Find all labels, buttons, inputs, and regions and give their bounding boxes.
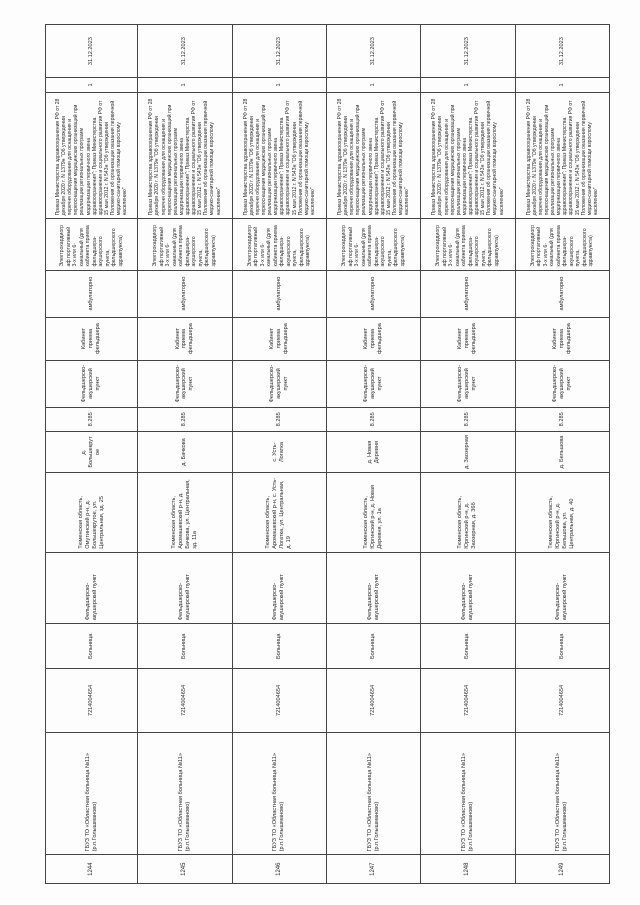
subdivision-type: Фельдшерско-акушерский пункт <box>421 360 515 407</box>
subdivision-address: Тюменская область, Юргинский р-н, д. Бельшова, ул. Центральная, д. 40 <box>515 472 609 552</box>
organization-name: ГБУЗ ТО «Областная больница №11» (р.п.Голышманово) <box>326 732 420 855</box>
organization-type: Больница <box>138 624 232 669</box>
equipment-table <box>45 24 610 884</box>
subdivision-type: Фельдшерско-акушерский пункт <box>232 360 326 407</box>
organization-inn: 7214004654 <box>46 669 138 732</box>
deadline-date: 31.12.2023 <box>326 25 420 78</box>
regulatory-documents: Приказ Министерства здравоохранения РФ от 28 декабря 2020 г. N 1379н "Об утверждении перечня оборудования для оснащения и переоснащения медицинских организаций при реализации региональных программ модернизации первичного звена здравоохранения"; Приказ Министерства здравоохранения и социального развития РФ от 15 мая 2012 г. N 543н "Об утверждении Положения об организации оказания первичной медико-санитарной помощи взрослому населению" <box>326 92 420 219</box>
deadline-date: 31.12.2023 <box>138 25 232 78</box>
organization-name: ГБУЗ ТО «Областная больница №11» (р.п.Голышманово) <box>138 732 232 855</box>
regulatory-documents: Приказ Министерства здравоохранения РФ от 28 декабря 2020 г. N 1379н "Об утверждении перечня оборудования для оснащения и переоснащения медицинских организаций при реализации региональных программ модернизации первичного звена здравоохранения"; Приказ Министерства здравоохранения и социального развития РФ от 15 мая 2012 г. N 543н "Об утверждении Положения об организации оказания первичной медико-санитарной помощи взрослому населению" <box>232 92 326 219</box>
room-name: Кабинет приема фельдшера <box>46 317 138 360</box>
subdivision-type: Фельдшерско-акушерский пункт <box>326 360 420 407</box>
room-name: Кабинет приема фельдшера <box>326 317 420 360</box>
organization-inn: 7214004654 <box>515 669 609 732</box>
subdivision-name: Фельдшерско-акушерский пункт <box>421 552 515 624</box>
organization-name: ГБУЗ ТО «Областная больница №11» (р.п.Голышманово) <box>421 732 515 855</box>
code-cell: 8.285 <box>421 407 515 432</box>
table-row <box>326 25 420 884</box>
care-condition: амбулаторно <box>515 270 609 317</box>
row-number: 1249 <box>515 855 609 884</box>
row-number: 1245 <box>138 855 232 884</box>
subdivision-address: Тюменская область, Аромашевский р-н, д. Бачкова, ул. Центральная, зд. 11а <box>138 472 232 552</box>
subdivision-address: Тюменская область, Аромашевский р-н, с. Усть-Логатка, ул. Центральная, д. 19 <box>232 472 326 552</box>
room-name: Кабинет приема фельдшера <box>232 317 326 360</box>
subdivision-name: Фельдшерско-акушерский пункт <box>46 552 138 624</box>
equipment-quantity: 1 <box>326 78 420 92</box>
equipment-name: Электрокардиограф портативный 3-х или 6-канальный (для кабинета приема фельдшера-акушерского пункта, фельдшерского здравпункта) <box>421 219 515 270</box>
organization-name: ГБУЗ ТО «Областная больница №11» (р.п.Голышманово) <box>515 732 609 855</box>
organization-type: Больница <box>46 624 138 669</box>
care-condition: амбулаторно <box>232 270 326 317</box>
row-number: 1244 <box>46 855 138 884</box>
regulatory-documents: Приказ Министерства здравоохранения РФ от 28 декабря 2020 г. N 1379н "Об утверждении перечня оборудования для оснащения и переоснащения медицинских организаций при реализации региональных программ модернизации первичного звена здравоохранения"; Приказ Министерства здравоохранения и социального развития РФ от 15 мая 2012 г. N 543н "Об утверждении Положения об организации оказания первичной медико-санитарной помощи взрослому населению" <box>421 92 515 219</box>
table-row <box>515 25 609 884</box>
regulatory-documents: Приказ Министерства здравоохранения РФ от 28 декабря 2020 г. N 1379н "Об утверждении перечня оборудования для оснащения и переоснащения медицинских организаций при реализации региональных программ модернизации первичного звена здравоохранения"; Приказ Министерства здравоохранения и социального развития РФ от 15 мая 2012 г. N 543н "Об утверждении Положения об организации оказания первичной медико-санитарной помощи взрослому населению" <box>46 92 138 219</box>
room-name: Кабинет приема фельдшера <box>138 317 232 360</box>
code-cell: 8.285 <box>515 407 609 432</box>
subdivision-type: Фельдшерско-акушерский пункт <box>515 360 609 407</box>
settlement-name: с. Усть-Логатка <box>232 432 326 473</box>
equipment-quantity: 1 <box>138 78 232 92</box>
table-row <box>46 25 138 884</box>
care-condition: амбулаторно <box>138 270 232 317</box>
organization-type: Больница <box>515 624 609 669</box>
subdivision-name: Фельдшерско-акушерский пункт <box>515 552 609 624</box>
settlement-name: д. Бачкова <box>138 432 232 473</box>
subdivision-name: Фельдшерско-акушерский пункт <box>232 552 326 624</box>
organization-name: ГБУЗ ТО «Областная больница №11» (р.п.Голышманово) <box>46 732 138 855</box>
regulatory-documents: Приказ Министерства здравоохранения РФ от 28 декабря 2020 г. N 1379н "Об утверждении перечня оборудования для оснащения и переоснащения медицинских организаций при реализации региональных программ модернизации первичного звена здравоохранения"; Приказ Министерства здравоохранения и социального развития РФ от 15 мая 2012 г. N 543н "Об утверждении Положения об организации оказания первичной медико-санитарной помощи взрослому населению" <box>138 92 232 219</box>
deadline-date: 31.12.2023 <box>46 25 138 78</box>
regulatory-documents: Приказ Министерства здравоохранения РФ от 28 декабря 2020 г. N 1379н "Об утверждении перечня оборудования для оснащения и переоснащения медицинских организаций при реализации региональных программ модернизации первичного звена здравоохранения"; Приказ Министерства здравоохранения и социального развития РФ от 15 мая 2012 г. N 543н "Об утверждении Положения об организации оказания первичной медико-санитарной помощи взрослому населению" <box>515 92 609 219</box>
row-number: 1246 <box>232 855 326 884</box>
deadline-date: 31.12.2023 <box>515 25 609 78</box>
row-number: 1247 <box>326 855 420 884</box>
rotated-table-frame <box>45 24 610 884</box>
organization-type: Больница <box>421 624 515 669</box>
organization-type: Больница <box>232 624 326 669</box>
subdivision-name: Фельдшерско-акушерский пункт <box>326 552 420 624</box>
code-cell: 8.285 <box>138 407 232 432</box>
organization-type: Больница <box>326 624 420 669</box>
settlement-name: д. Бельшова <box>515 432 609 473</box>
care-condition: амбулаторно <box>46 270 138 317</box>
equipment-name: Электрокардиограф портативный 3-х или 6-канальный (для кабинета приема фельдшера-акушерского пункта, фельдшерского здравпункта) <box>46 219 138 270</box>
code-cell: 8.285 <box>326 407 420 432</box>
care-condition: амбулаторно <box>421 270 515 317</box>
subdivision-name: Фельдшерско-акушерский пункт <box>138 552 232 624</box>
room-name: Кабинет приема фельдшера <box>421 317 515 360</box>
organization-inn: 7214004654 <box>138 669 232 732</box>
deadline-date: 31.12.2023 <box>232 25 326 78</box>
subdivision-type: Фельдшерско-акушерский пункт <box>138 360 232 407</box>
organization-inn: 7214004654 <box>421 669 515 732</box>
table-row <box>138 25 232 884</box>
subdivision-type: Фельдшерско-акушерский пункт <box>46 360 138 407</box>
equipment-quantity: 1 <box>421 78 515 92</box>
code-cell: 8.285 <box>232 407 326 432</box>
equipment-quantity: 1 <box>515 78 609 92</box>
settlement-name: д. Новая Деревня <box>326 432 420 473</box>
equipment-name: Электрокардиограф портативный 3-х или 6-канальный (для кабинета приема фельдшера-акушерского пункта, фельдшерского здравпункта) <box>232 219 326 270</box>
settlement-name: д. Большекрутое <box>46 432 138 473</box>
equipment-name: Электрокардиограф портативный 3-х или 6-канальный (для кабинета приема фельдшера-акушерского пункта, фельдшерского здравпункта) <box>138 219 232 270</box>
table-row <box>232 25 326 884</box>
equipment-name: Электрокардиограф портативный 3-х или 6-канальный (для кабинета приема фельдшера-акушерского пункта, фельдшерского здравпункта) <box>326 219 420 270</box>
organization-inn: 7214004654 <box>326 669 420 732</box>
subdivision-address: Тюменская область, Юргинский р-н, д. Заозерная, д. 36б <box>421 472 515 552</box>
organization-name: ГБУЗ ТО «Областная больница №11» (р.п.Голышманово) <box>232 732 326 855</box>
code-cell: 8.285 <box>46 407 138 432</box>
row-number: 1248 <box>421 855 515 884</box>
equipment-quantity: 1 <box>46 78 138 92</box>
equipment-quantity: 1 <box>232 78 326 92</box>
organization-inn: 7214004654 <box>232 669 326 732</box>
care-condition: амбулаторно <box>326 270 420 317</box>
settlement-name: д. Заозерная <box>421 432 515 473</box>
equipment-name: Электрокардиограф портативный 3-х или 6-канальный (для кабинета приема фельдшера-акушерского пункта, фельдшерского здравпункта) <box>515 219 609 270</box>
subdivision-address: Тюменская область, Юргинский р-н, д. Новая Деревня, ул. 1а <box>326 472 420 552</box>
table-row <box>421 25 515 884</box>
subdivision-address: Тюменская область, Омутинский р-н, д. Большекрутое, ул. Центральная, зд. 25 <box>46 472 138 552</box>
room-name: Кабинет приема фельдшера <box>515 317 609 360</box>
deadline-date: 31.12.2023 <box>421 25 515 78</box>
